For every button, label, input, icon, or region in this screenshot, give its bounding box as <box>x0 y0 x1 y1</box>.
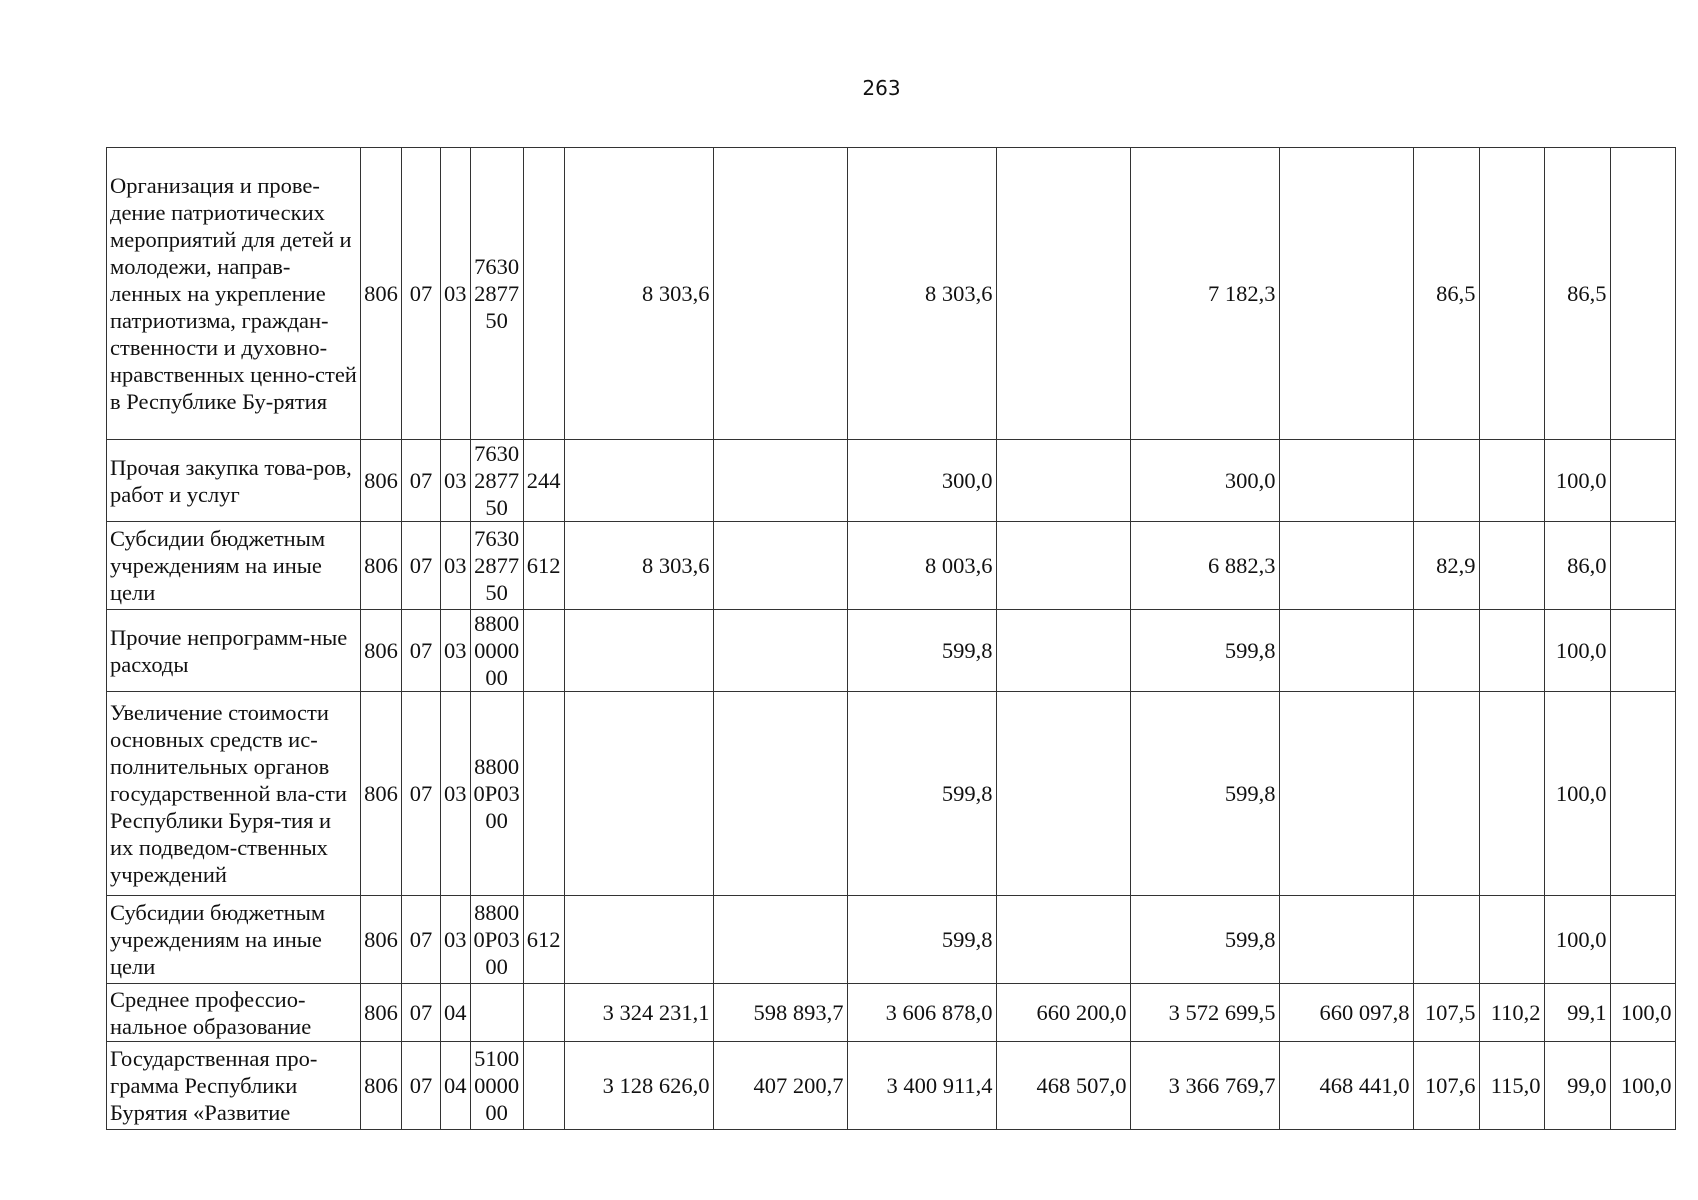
percent-cell: 100,0 <box>1544 692 1610 896</box>
target-article-code: 7630 2877 50 <box>470 148 523 440</box>
table-row <box>107 610 1676 692</box>
page-number: 263 <box>862 76 901 100</box>
value-cell <box>564 440 713 522</box>
percent-cell <box>1479 148 1544 440</box>
value-cell: 599,8 <box>847 896 996 984</box>
expense-type-code <box>523 1042 564 1130</box>
section-code: 07 <box>402 440 441 522</box>
value-cell <box>1279 148 1413 440</box>
subsection-code: 03 <box>441 896 471 984</box>
expense-type-code: 244 <box>523 440 564 522</box>
subsection-code: 03 <box>441 610 471 692</box>
value-cell <box>564 692 713 896</box>
target-article-code: 8800 0000 00 <box>470 610 523 692</box>
subsection-code: 03 <box>441 440 471 522</box>
row-name: Прочая закупка това-ров, работ и услуг <box>107 440 361 522</box>
table-row <box>107 1042 1676 1130</box>
section-code: 07 <box>402 148 441 440</box>
grbs-code: 806 <box>361 148 402 440</box>
expense-type-code <box>523 984 564 1042</box>
expense-type-code <box>523 610 564 692</box>
target-article-code: 8800 0Р03 00 <box>470 692 523 896</box>
percent-cell: 86,5 <box>1544 148 1610 440</box>
value-cell: 6 882,3 <box>1130 522 1279 610</box>
percent-cell <box>1610 610 1675 692</box>
expense-type-code <box>523 148 564 440</box>
value-cell: 599,8 <box>1130 896 1279 984</box>
row-name: Увеличение стоимости основных средств ис-полнительных органов государственной вла-сти Республики Буря-тия и их подведом-ственных учреждений <box>107 692 361 896</box>
row-name: Организация и прове-дение патриотических мероприятий для детей и молодежи, направ-ленных на укрепление патриотизма, граждан-ственности и духовно-нравственных ценно-стей в Республике Бу-рятия <box>107 148 361 440</box>
percent-cell: 99,0 <box>1544 1042 1610 1130</box>
row-name: Среднее профессио-нальное образование <box>107 984 361 1042</box>
target-article-code <box>470 984 523 1042</box>
percent-cell <box>1479 692 1544 896</box>
target-article-code: 8800 0Р03 00 <box>470 896 523 984</box>
value-cell: 3 128 626,0 <box>564 1042 713 1130</box>
value-cell: 3 606 878,0 <box>847 984 996 1042</box>
percent-cell <box>1413 692 1479 896</box>
value-cell <box>564 896 713 984</box>
value-cell <box>996 440 1130 522</box>
value-cell: 660 200,0 <box>996 984 1130 1042</box>
value-cell: 599,8 <box>847 610 996 692</box>
value-cell <box>996 610 1130 692</box>
value-cell <box>713 692 847 896</box>
section-code: 07 <box>402 610 441 692</box>
expense-type-code: 612 <box>523 522 564 610</box>
grbs-code: 806 <box>361 610 402 692</box>
grbs-code: 806 <box>361 692 402 896</box>
percent-cell: 100,0 <box>1544 896 1610 984</box>
value-cell <box>1279 692 1413 896</box>
value-cell: 599,8 <box>847 692 996 896</box>
percent-cell: 107,5 <box>1413 984 1479 1042</box>
value-cell <box>996 896 1130 984</box>
value-cell: 3 400 911,4 <box>847 1042 996 1130</box>
percent-cell: 110,2 <box>1479 984 1544 1042</box>
value-cell: 3 366 769,7 <box>1130 1042 1279 1130</box>
subsection-code: 03 <box>441 692 471 896</box>
subsection-code: 03 <box>441 148 471 440</box>
value-cell: 8 303,6 <box>847 148 996 440</box>
value-cell: 599,8 <box>1130 692 1279 896</box>
row-name: Субсидии бюджетным учреждениям на иные цели <box>107 896 361 984</box>
table-row <box>107 522 1676 610</box>
value-cell <box>564 610 713 692</box>
value-cell <box>996 522 1130 610</box>
target-article-code: 7630 2877 50 <box>470 522 523 610</box>
percent-cell <box>1610 692 1675 896</box>
value-cell: 598 893,7 <box>713 984 847 1042</box>
value-cell <box>1279 440 1413 522</box>
target-article-code: 7630 2877 50 <box>470 440 523 522</box>
target-article-code: 5100 0000 00 <box>470 1042 523 1130</box>
percent-cell <box>1479 522 1544 610</box>
expense-type-code: 612 <box>523 896 564 984</box>
value-cell <box>1279 610 1413 692</box>
value-cell <box>713 148 847 440</box>
percent-cell <box>1610 522 1675 610</box>
subsection-code: 04 <box>441 1042 471 1130</box>
value-cell: 407 200,7 <box>713 1042 847 1130</box>
percent-cell: 86,5 <box>1413 148 1479 440</box>
section-code: 07 <box>402 692 441 896</box>
percent-cell: 115,0 <box>1479 1042 1544 1130</box>
subsection-code: 04 <box>441 984 471 1042</box>
value-cell <box>713 610 847 692</box>
value-cell <box>713 896 847 984</box>
value-cell: 8 303,6 <box>564 148 713 440</box>
percent-cell <box>1610 896 1675 984</box>
value-cell <box>996 692 1130 896</box>
section-code: 07 <box>402 522 441 610</box>
percent-cell: 100,0 <box>1544 440 1610 522</box>
percent-cell <box>1610 148 1675 440</box>
percent-cell <box>1413 610 1479 692</box>
grbs-code: 806 <box>361 984 402 1042</box>
percent-cell: 86,0 <box>1544 522 1610 610</box>
percent-cell <box>1413 896 1479 984</box>
section-code: 07 <box>402 896 441 984</box>
row-name: Субсидии бюджетным учреждениям на иные цели <box>107 522 361 610</box>
grbs-code: 806 <box>361 1042 402 1130</box>
value-cell <box>713 522 847 610</box>
grbs-code: 806 <box>361 896 402 984</box>
percent-cell <box>1610 440 1675 522</box>
row-name: Прочие непрограмм-ные расходы <box>107 610 361 692</box>
expense-type-code <box>523 692 564 896</box>
grbs-code: 806 <box>361 440 402 522</box>
subsection-code: 03 <box>441 522 471 610</box>
value-cell: 7 182,3 <box>1130 148 1279 440</box>
value-cell: 468 507,0 <box>996 1042 1130 1130</box>
section-code: 07 <box>402 984 441 1042</box>
value-cell: 599,8 <box>1130 610 1279 692</box>
value-cell <box>713 440 847 522</box>
value-cell <box>1279 896 1413 984</box>
percent-cell: 82,9 <box>1413 522 1479 610</box>
value-cell: 300,0 <box>847 440 996 522</box>
value-cell: 300,0 <box>1130 440 1279 522</box>
value-cell <box>1279 522 1413 610</box>
section-code: 07 <box>402 1042 441 1130</box>
table-row <box>107 440 1676 522</box>
percent-cell: 107,6 <box>1413 1042 1479 1130</box>
percent-cell <box>1479 610 1544 692</box>
value-cell: 3 324 231,1 <box>564 984 713 1042</box>
percent-cell <box>1479 896 1544 984</box>
table-row <box>107 148 1676 440</box>
budget-table <box>106 147 1676 1130</box>
value-cell: 8 303,6 <box>564 522 713 610</box>
grbs-code: 806 <box>361 522 402 610</box>
table-row <box>107 692 1676 896</box>
value-cell: 468 441,0 <box>1279 1042 1413 1130</box>
percent-cell <box>1413 440 1479 522</box>
percent-cell: 99,1 <box>1544 984 1610 1042</box>
table-row <box>107 896 1676 984</box>
row-name: Государственная про-грамма Республики Бурятия «Развитие <box>107 1042 361 1130</box>
percent-cell: 100,0 <box>1544 610 1610 692</box>
value-cell: 3 572 699,5 <box>1130 984 1279 1042</box>
percent-cell: 100,0 <box>1610 984 1675 1042</box>
percent-cell <box>1479 440 1544 522</box>
value-cell: 8 003,6 <box>847 522 996 610</box>
value-cell <box>996 148 1130 440</box>
table-row <box>107 984 1676 1042</box>
percent-cell: 100,0 <box>1610 1042 1675 1130</box>
value-cell: 660 097,8 <box>1279 984 1413 1042</box>
